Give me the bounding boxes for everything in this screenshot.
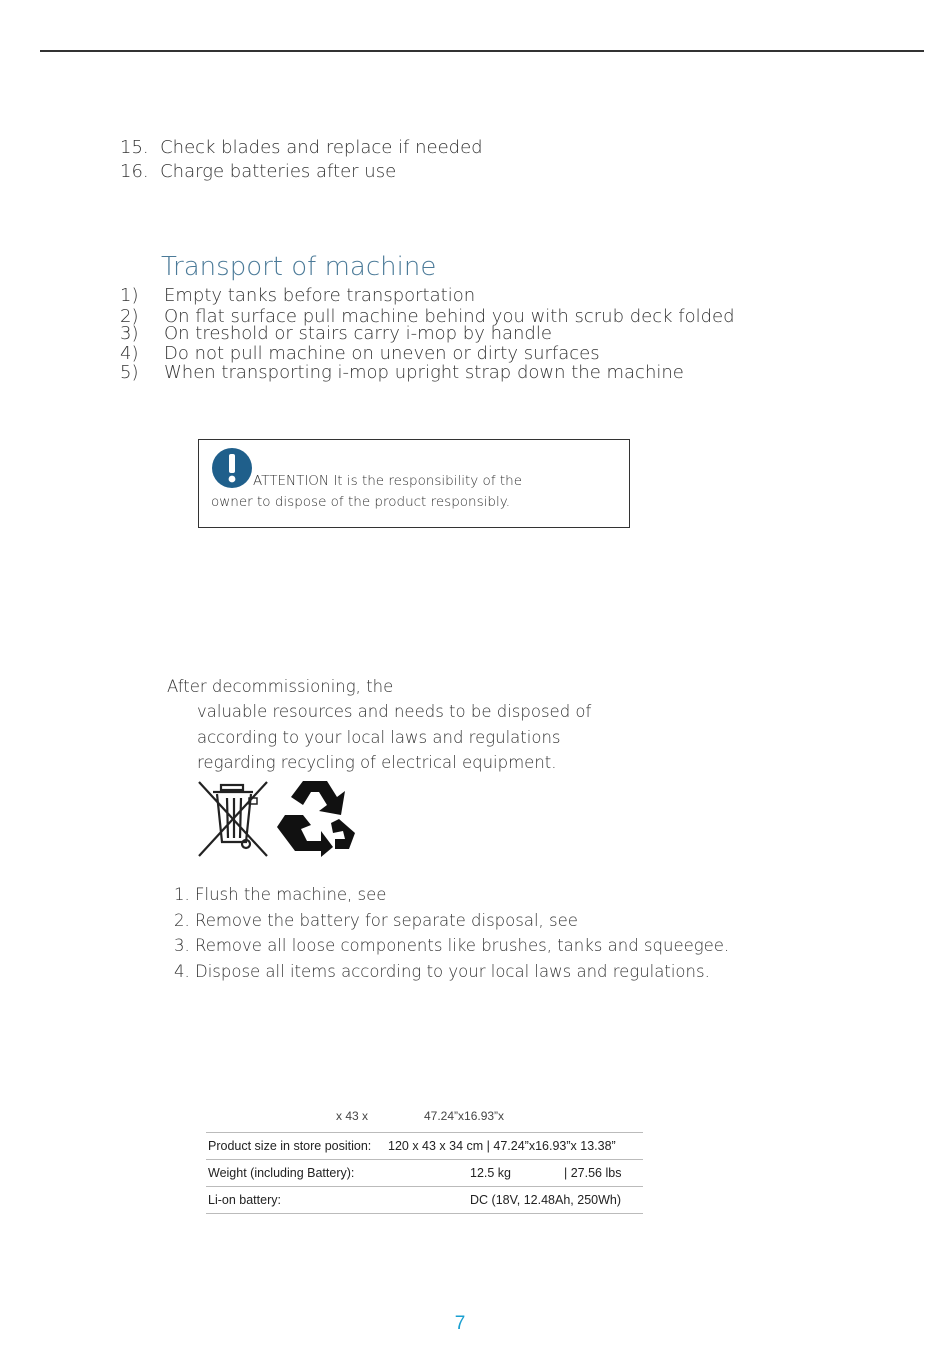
spec-value: | 27.56 lbs bbox=[562, 1160, 643, 1187]
list-number: 1) bbox=[120, 285, 139, 306]
list-item: Empty tanks before transportation bbox=[164, 285, 476, 306]
table-row bbox=[206, 1160, 643, 1187]
paragraph-line: according to your local laws and regulations bbox=[197, 728, 561, 747]
attention-text: owner to dispose of the product responsibly. bbox=[211, 494, 511, 510]
attention-icon bbox=[211, 447, 253, 489]
spec-fragment: x 43 x bbox=[336, 1109, 369, 1123]
list-number: 2) bbox=[120, 306, 139, 327]
page-number: 7 bbox=[454, 1313, 466, 1334]
list-number: 3) bbox=[120, 323, 139, 344]
list-item: Do not pull machine on uneven or dirty surfaces bbox=[164, 343, 600, 364]
spec-fragment: 47.24”x16.93”x bbox=[424, 1109, 505, 1123]
list-item: When transporting i-mop upright strap down the machine bbox=[164, 362, 684, 383]
attention-text: ATTENTION It is the responsibility of the bbox=[253, 473, 523, 489]
list-item: 16. Charge batteries after use bbox=[120, 161, 397, 182]
section-heading: Transport of machine bbox=[161, 252, 437, 282]
spec-value: DC (18V, 12.48Ah, 250Wh) bbox=[386, 1187, 643, 1214]
spec-table bbox=[206, 1132, 643, 1214]
table-row bbox=[206, 1133, 643, 1160]
paragraph-line: After decommissioning, the bbox=[167, 677, 394, 696]
paragraph-line: valuable resources and needs to be disposed of bbox=[197, 702, 592, 721]
spec-label: Weight (including Battery): bbox=[206, 1160, 386, 1187]
list-number: 4) bbox=[120, 343, 139, 364]
list-item: 3. Remove all loose components like brushes, tanks and squeegee. bbox=[174, 936, 730, 955]
list-item: 15. Check blades and replace if needed bbox=[120, 137, 483, 158]
list-item: 1. Flush the machine, see bbox=[174, 885, 387, 904]
header-rule bbox=[40, 50, 924, 52]
spec-value: 12.5 kg bbox=[386, 1160, 562, 1187]
paragraph-line: regarding recycling of electrical equipment. bbox=[197, 753, 557, 772]
list-item: On flat surface pull machine behind you with scrub deck folded bbox=[164, 306, 735, 327]
list-number: 5) bbox=[120, 362, 139, 383]
spec-label: Li-on battery: bbox=[206, 1187, 386, 1214]
spec-value: 120 x 43 x 34 cm | 47.24”x16.93”x 13.38” bbox=[386, 1133, 643, 1160]
list-item: 4. Dispose all items according to your local laws and regulations. bbox=[174, 962, 710, 981]
list-item: On treshold or stairs carry i-mop by handle bbox=[164, 323, 552, 344]
recycle-icon bbox=[273, 775, 359, 857]
list-item: 2. Remove the battery for separate disposal, see bbox=[174, 911, 578, 930]
crossed-bin-icon bbox=[197, 780, 269, 858]
spec-label: Product size in store position: bbox=[206, 1133, 386, 1160]
table-row bbox=[206, 1187, 643, 1214]
